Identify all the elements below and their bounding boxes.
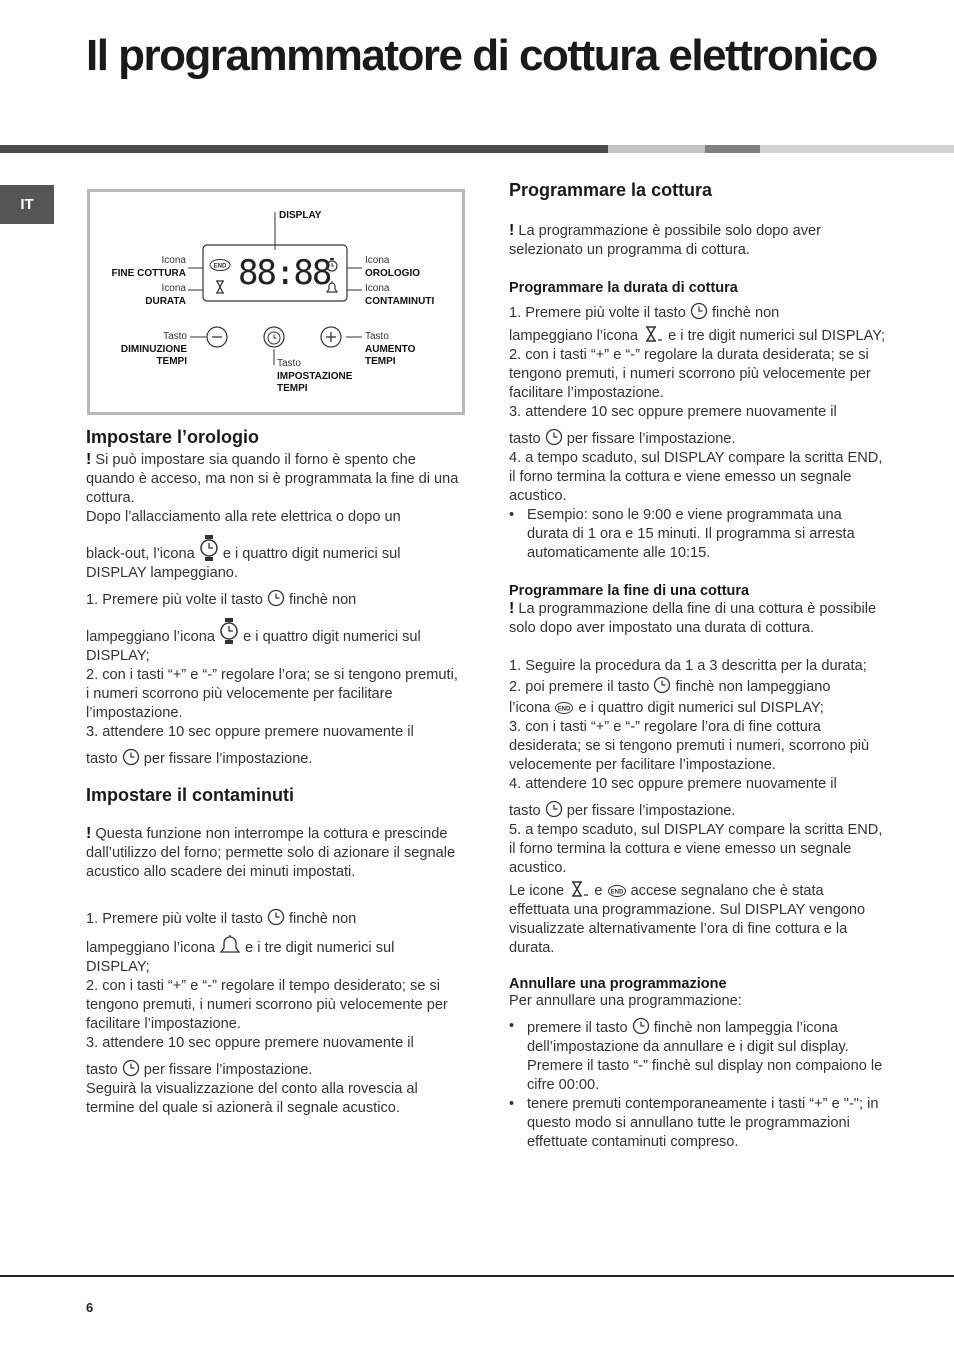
- durata-example: • Esempio: sono le 9:00 e viene programmata una durata di 1 ora e 15 minuti. Il programma si arresta automaticamente alle 10:15.: [509, 506, 887, 563]
- clock-icon: [267, 589, 285, 607]
- clock-icon: [690, 302, 708, 320]
- annulla-item-2: • tenere premuti contemporaneamente i tasti “+” e "-"; in questo modo si annullano tutte le programmazioni effettuate contaminuti compreso.: [509, 1095, 887, 1152]
- watch-icon: [199, 535, 219, 561]
- clock-icon: [326, 258, 338, 277]
- durata-s4: 4. a tempo scaduto, sul DISPLAY compare la scritta END, il forno termina la cottura e viene emesso un segnale acustico.: [509, 450, 883, 504]
- fine-s2c: l’icona: [509, 700, 551, 716]
- programmer-diagram: [87, 189, 465, 415]
- contaminuti-s1d: e i tre digit numerici sul DISPLAY;: [86, 940, 395, 975]
- fine-s2a: 2. poi premere il tasto: [509, 679, 650, 695]
- set-time-button[interactable]: [263, 326, 285, 353]
- contaminuti-s3b: tasto: [86, 1062, 118, 1078]
- aum-pre: Tasto: [365, 331, 389, 342]
- fine-s2b: finchè non lampeggiano: [675, 679, 831, 695]
- svg-text:END: END: [558, 706, 571, 713]
- orologio-s1a: 1. Premere più volte il tasto: [86, 592, 263, 608]
- dim-label-2: TEMPI: [156, 356, 187, 367]
- durata-s3c: per fissare l’impostazione.: [566, 431, 736, 447]
- durata-pre: Icona: [161, 283, 186, 294]
- right-column: [509, 180, 887, 1152]
- orologio-s3c: per fissare l’impostazione.: [143, 751, 313, 767]
- durata-s2: 2. con i tasti “+” e “-” regolare la durata desiderata; se si tengono premuti, i numeri scorrono più velocemente per facilitare l’impostazione.: [509, 347, 871, 401]
- annulla-intro: Per annullare una programmazione:: [509, 993, 742, 1009]
- clock-icon: [653, 676, 671, 694]
- clock-icon: [545, 428, 563, 446]
- orologio-label: OROLOGIO: [365, 267, 420, 279]
- contaminuti-s1b: finchè non: [288, 911, 357, 927]
- left-column: [86, 427, 462, 1118]
- durata-heading: Programmare la durata di cottura: [509, 280, 738, 296]
- fine-s4b: tasto: [509, 803, 541, 819]
- fine-s4a: 4. attendere 10 sec oppure premere nuovamente il: [509, 776, 837, 792]
- end-icon: [208, 258, 232, 277]
- contaminuti-s3a: 3. attendere 10 sec oppure premere nuovamente il: [86, 1035, 414, 1051]
- end-icon: [554, 701, 574, 715]
- svg-text:END: END: [610, 889, 623, 896]
- watch-icon: [219, 618, 239, 644]
- language-tab: IT: [0, 185, 54, 224]
- cottura-warning: La programmazione è possibile solo dopo aver selezionato un programma di cottura.: [509, 223, 821, 258]
- warning-mark: !: [509, 222, 515, 239]
- hourglass-icon: [214, 280, 226, 299]
- hourglass-icon: [642, 325, 664, 343]
- fine-s5: 5. a tempo scaduto, sul DISPLAY compare la scritta END, il forno termina la cottura e viene emesso un segnale acustico.: [509, 822, 883, 876]
- fine-cottura-pre: Icona: [161, 255, 186, 266]
- orologio-p3a: black-out, l’icona: [86, 546, 195, 562]
- display-digits: 88:88: [238, 253, 331, 293]
- aum-label-1: AUMENTO: [365, 343, 416, 355]
- contaminuti-s2: 2. con i tasti “+” e “-” regolare il tempo desiderato; se si tengono premuti, i numeri scorrono più velocemente per facilitare l’impostazione.: [86, 978, 448, 1032]
- clock-button-icon: [263, 326, 285, 348]
- fine-s2d: e i quattro digit numerici sul DISPLAY;: [578, 700, 824, 716]
- contaminuti-s1a: 1. Premere più volte il tasto: [86, 911, 263, 927]
- orologio-s2: 2. con i tasti “+” e “-” regolare l’ora; se si tengono premuti, i numeri scorrono più velocemente per facilitare l’impostazione.: [86, 667, 458, 721]
- orologio-pre: Icona: [365, 255, 390, 266]
- minus-button[interactable]: [206, 326, 228, 353]
- contaminuti-p1: Questa funzione non interrompe la cottura e prescinde dall’utilizzo del forno; permette solo di azionare il segnale acustico allo scadere dei minuti impostati.: [86, 826, 456, 880]
- annulla-heading: Annullare una programmazione: [509, 976, 727, 992]
- fine-cottura-label: FINE COTTURA: [111, 267, 186, 279]
- header-bar-light2: [760, 145, 954, 153]
- fine-s3: 3. con i tasti “+” e “-” regolare l’ora di fine cottura desiderata; se si tengono premuti i numeri, scorrono più velocemente per facilitare l’impostazione.: [509, 719, 870, 773]
- contaminuti-s1c: lampeggiano l’icona: [86, 940, 215, 956]
- page-number: 6: [86, 1300, 94, 1315]
- imp-pre: Tasto: [277, 358, 301, 369]
- fine-icons-c: accese segnalano che è stata effettuata una programmazione. Sul DISPLAY vengono visualizzate alternativamente l’ora di fine cottura e la durata.: [509, 883, 866, 956]
- cottura-heading: Programmare la cottura: [509, 180, 713, 200]
- contaminuti-s3c: per fissare l’impostazione.: [143, 1062, 313, 1078]
- minus-icon: [206, 326, 228, 348]
- fine-warning: La programmazione della fine di una cottura è possibile solo dopo aver impostato una durata di cottura.: [509, 601, 877, 636]
- warning-mark: !: [86, 825, 92, 842]
- end-icon: [607, 884, 627, 898]
- aum-label-2: TEMPI: [365, 356, 396, 367]
- orologio-s3b: tasto: [86, 751, 118, 767]
- fine-icons-b: e: [594, 883, 603, 899]
- fine-icons-a: Le icone: [509, 883, 565, 899]
- fine-heading: Programmare la fine di una cottura: [509, 583, 750, 599]
- orologio-p1: Si può impostare sia quando il forno è spento che quando è acceso, ma non si è programmata la fine di una cottura.: [86, 452, 459, 506]
- bell-icon: [325, 280, 339, 299]
- clock-icon: [122, 748, 140, 766]
- display-label: DISPLAY: [279, 210, 322, 221]
- fine-s1: 1. Seguire la procedura da 1 a 3 descritta per la durata;: [509, 658, 867, 674]
- clock-icon: [545, 800, 563, 818]
- clock-icon: [267, 908, 285, 926]
- durata-s1d: e i tre digit numerici sul DISPLAY;: [668, 328, 886, 344]
- hourglass-icon: [568, 880, 590, 898]
- orologio-s1d: e i quattro digit numerici sul DISPLAY;: [86, 629, 421, 664]
- plus-button[interactable]: [320, 326, 342, 353]
- warning-mark: !: [86, 451, 92, 468]
- contaminuti-heading: Impostare il contaminuti: [86, 785, 295, 805]
- durata-s1b: finchè non: [711, 305, 780, 321]
- contaminuti-pre: Icona: [365, 283, 390, 294]
- orologio-heading: Impostare l’orologio: [86, 427, 260, 447]
- durata-label: DURATA: [145, 295, 186, 307]
- header-bar-light: [608, 145, 705, 153]
- footer-rule: [0, 1275, 954, 1277]
- imp-label-1: IMPOSTAZIONE: [277, 370, 353, 382]
- durata-s1c: lampeggiano l’icona: [509, 328, 638, 344]
- orologio-s3a: 3. attendere 10 sec oppure premere nuovamente il: [86, 724, 414, 740]
- clock-icon: [122, 1059, 140, 1077]
- contaminuti-label: CONTAMINUTI: [365, 295, 435, 307]
- durata-s1a: 1. Premere più volte il tasto: [509, 305, 686, 321]
- fine-s4c: per fissare l’impostazione.: [566, 803, 736, 819]
- orologio-s1b: finchè non: [288, 592, 357, 608]
- dim-label-1: DIMINUZIONE: [120, 343, 187, 355]
- orologio-p2: Dopo l’allacciamento alla rete elettrica o dopo un: [86, 509, 401, 525]
- dim-pre: Tasto: [163, 331, 187, 342]
- durata-s3a: 3. attendere 10 sec oppure premere nuovamente il: [509, 404, 837, 420]
- header-bar-mid: [705, 145, 760, 153]
- header-bar-dark: [0, 145, 608, 153]
- clock-icon: [632, 1017, 650, 1035]
- orologio-p3b: e i quattro digit numerici sul DISPLAY lampeggiano.: [86, 546, 401, 581]
- orologio-s1c: lampeggiano l’icona: [86, 629, 215, 645]
- svg-text:END: END: [213, 263, 227, 270]
- annulla-item-1: • premere il tasto finchè non lampeggia l’icona dell’impostazione da annullare e i digit sul display. Premere il tasto “-” finchè sul display non compaiono le cifre 00:00.: [509, 1017, 887, 1095]
- contaminuti-p-end: Seguirà la visualizzazione del conto alla rovescia al termine del quale si azionerà il segnale acustico.: [86, 1081, 418, 1116]
- imp-label-2: TEMPI: [277, 383, 308, 394]
- plus-icon: [320, 326, 342, 348]
- durata-s3b: tasto: [509, 431, 541, 447]
- bell-icon: [219, 935, 241, 955]
- warning-mark: !: [509, 600, 515, 617]
- page-title: Il programmmatore di cottura elettronico: [86, 31, 877, 80]
